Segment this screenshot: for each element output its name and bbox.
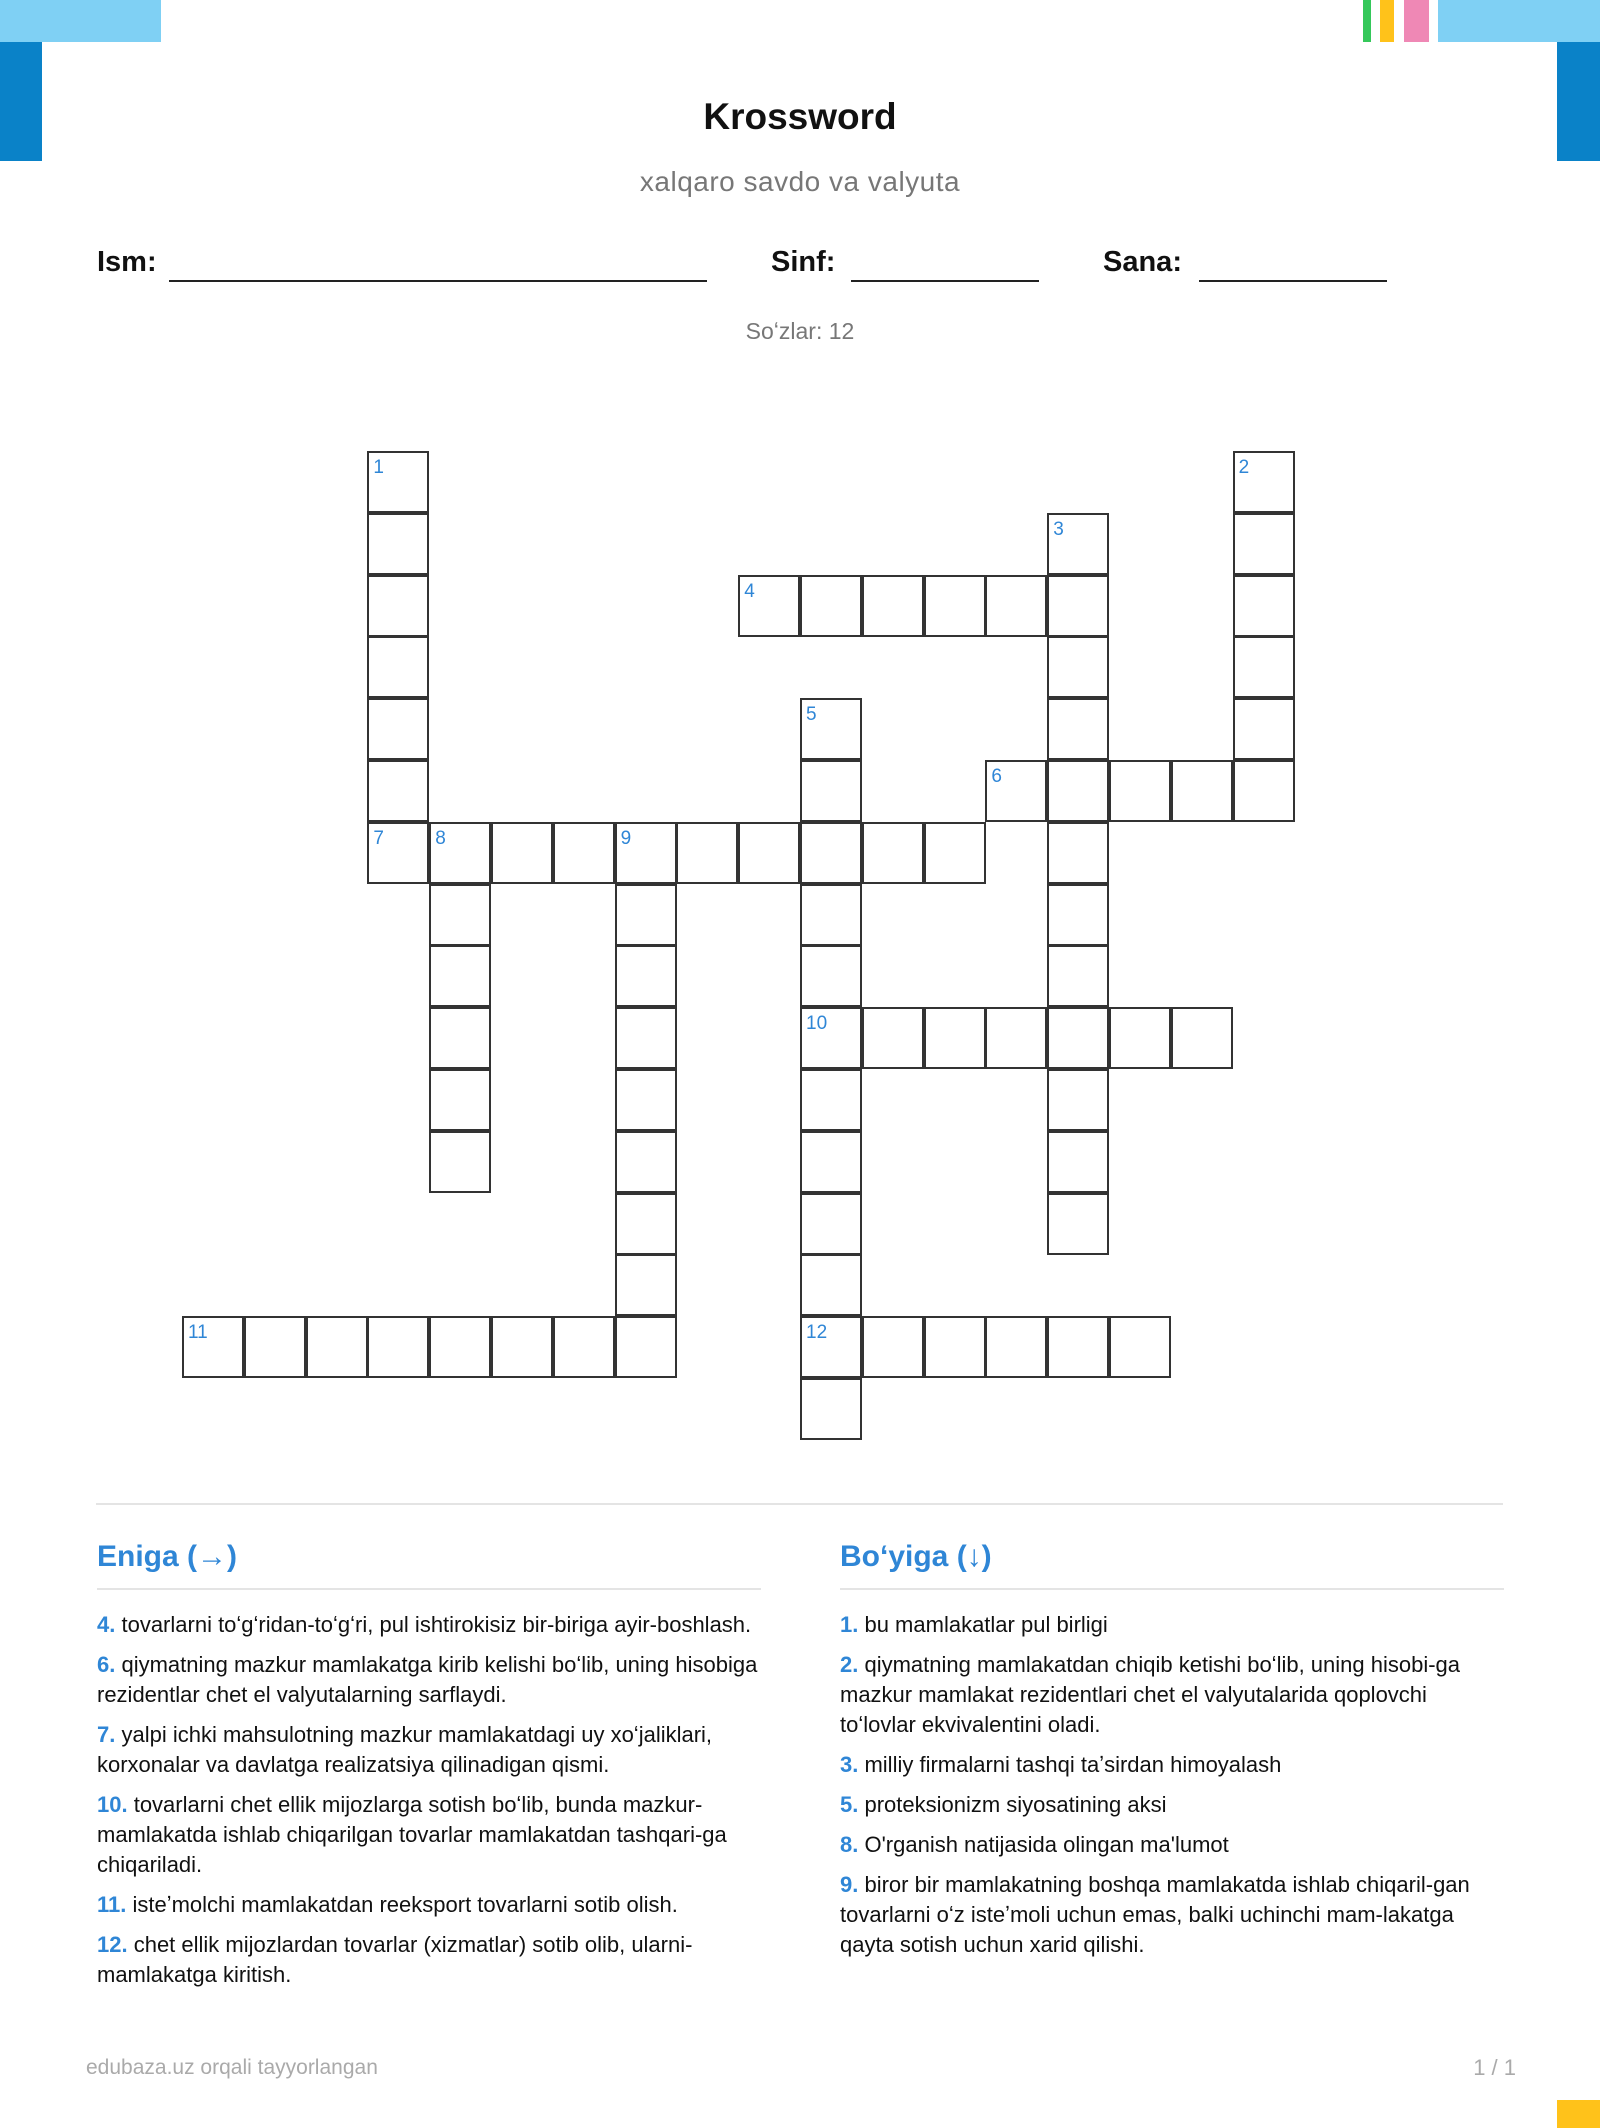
clue-number: 5 <box>806 704 817 726</box>
grid-cell[interactable] <box>800 760 862 822</box>
grid-cell[interactable] <box>367 451 429 513</box>
grid-cell[interactable] <box>800 575 862 637</box>
grid-cell[interactable] <box>985 760 1047 822</box>
grid-cell[interactable] <box>491 822 553 884</box>
grid-cell[interactable] <box>1047 698 1109 760</box>
clue-item-number: 3. <box>840 1752 865 1777</box>
grid-cell[interactable] <box>367 698 429 760</box>
grid-cell[interactable] <box>985 1007 1047 1069</box>
clue-item <box>97 1890 761 1920</box>
grid-cell[interactable] <box>429 1131 491 1193</box>
grid-cell[interactable] <box>367 822 429 884</box>
corner-decoration-bottom-right <box>1557 2100 1600 2128</box>
grid-cell[interactable] <box>800 1316 862 1378</box>
clue-item <box>840 1750 1504 1780</box>
down-clues <box>840 1532 1504 1970</box>
grid-cell[interactable] <box>800 884 862 946</box>
clue-item-text: biror bir mamlakatning boshqa mamlakatda ishlab chiqaril-gan tovarlarni oʻz isteʼmoli uchun emas, balki uchinchi mam-lakatga qayta sotish uchun xarid qilishi. <box>840 1872 1470 1957</box>
grid-cell[interactable] <box>429 884 491 946</box>
grid-cell[interactable] <box>924 822 986 884</box>
grid-cell[interactable] <box>800 822 862 884</box>
grid-cell[interactable] <box>1171 760 1233 822</box>
grid-cell[interactable] <box>615 822 677 884</box>
clue-number: 3 <box>1053 518 1064 540</box>
clue-number: 9 <box>620 827 632 849</box>
clue-item-text: bu mamlakatlar pul birligi <box>864 1612 1108 1637</box>
grid-cell[interactable] <box>615 1254 677 1316</box>
grid-cell[interactable] <box>367 513 429 575</box>
grid-cell[interactable] <box>676 822 738 884</box>
grid-cell[interactable] <box>1109 1007 1171 1069</box>
clue-item-number: 12. <box>97 1932 134 1957</box>
grid-cell[interactable] <box>615 1193 677 1255</box>
grid-cell[interactable] <box>553 1316 615 1378</box>
grid-cell[interactable] <box>1047 760 1109 822</box>
clue-number: 12 <box>806 1322 828 1344</box>
grid-cell[interactable] <box>862 822 924 884</box>
clue-number: 10 <box>806 1013 828 1035</box>
grid-cell[interactable] <box>306 1316 368 1378</box>
clue-item-number: 11. <box>97 1892 133 1917</box>
grid-cell[interactable] <box>182 1316 244 1378</box>
grid-cell[interactable] <box>800 1007 862 1069</box>
grid-cell[interactable] <box>800 698 862 760</box>
grid-cell[interactable] <box>1233 636 1295 698</box>
grid-cell[interactable] <box>615 1007 677 1069</box>
grid-cell[interactable] <box>800 1069 862 1131</box>
grid-cell[interactable] <box>615 884 677 946</box>
clue-item <box>97 1930 761 1990</box>
grid-cell[interactable] <box>553 822 615 884</box>
grid-cell[interactable] <box>738 822 800 884</box>
grid-cell[interactable] <box>491 1316 553 1378</box>
clue-item-text: proteksionizm siyosatining aksi <box>864 1792 1167 1817</box>
grid-cell[interactable] <box>615 1316 677 1378</box>
clue-item <box>97 1790 761 1880</box>
section-divider <box>96 1503 1503 1505</box>
grid-cell[interactable] <box>429 822 491 884</box>
clue-item <box>97 1720 761 1780</box>
grid-cell[interactable] <box>429 945 491 1007</box>
clue-item <box>97 1650 761 1710</box>
clue-item-text: tovarlarni chet ellik mijozlarga sotish boʻlib, bunda mazkur-mamlakatda ishlab chiqarilgan tovarlar mamlakatdan tashqari-ga chiqariladi. <box>97 1792 727 1877</box>
name-label: Ism: <box>97 246 157 278</box>
across-clues <box>97 1532 761 2000</box>
grid-cell[interactable] <box>1047 1069 1109 1131</box>
page-title: Krossword <box>703 96 897 137</box>
clue-item-number: 1. <box>840 1612 865 1637</box>
clue-item <box>840 1610 1504 1640</box>
grid-cell[interactable] <box>1233 760 1295 822</box>
clue-item-number: 4. <box>97 1612 122 1637</box>
grid-cell[interactable] <box>1047 1007 1109 1069</box>
clue-item-text: chet ellik mijozlardan tovarlar (xizmatlar) sotib olib, ularni-mamlakatga kiritish. <box>97 1932 693 1987</box>
grid-cell[interactable] <box>1047 884 1109 946</box>
page-number: 1 / 1 <box>1473 2055 1516 2080</box>
clue-item-text: milliy firmalarni tashqi taʼsirdan himoyalash <box>864 1752 1282 1777</box>
down-heading: Boʻyiga (↓) <box>840 1532 1504 1590</box>
footer-source: edubaza.uz orqali tayyorlangan <box>86 2056 378 2079</box>
clue-item-number: 10. <box>97 1792 134 1817</box>
clue-item <box>840 1790 1504 1820</box>
clue-item-text: isteʼmolchi mamlakatdan reeksport tovarlarni sotib olish. <box>132 1892 678 1917</box>
grid-cell[interactable] <box>1047 636 1109 698</box>
grid-cell[interactable] <box>429 1316 491 1378</box>
clue-item-number: 8. <box>840 1832 865 1857</box>
grid-cell[interactable] <box>800 1131 862 1193</box>
clue-item <box>840 1870 1504 1960</box>
grid-cell[interactable] <box>924 1007 986 1069</box>
grid-cell[interactable] <box>1109 760 1171 822</box>
grid-cell[interactable] <box>367 1316 429 1378</box>
grid-cell[interactable] <box>367 760 429 822</box>
down-clue-list <box>840 1610 1504 1960</box>
grid-cell[interactable] <box>1171 1007 1233 1069</box>
clue-number: 4 <box>744 580 755 602</box>
clue-number: 8 <box>435 827 446 849</box>
grid-cell[interactable] <box>985 1316 1047 1378</box>
grid-cell[interactable] <box>1047 822 1109 884</box>
clue-item <box>97 1610 761 1640</box>
clue-item-number: 7. <box>97 1722 122 1747</box>
grid-cell[interactable] <box>1109 1316 1171 1378</box>
date-label: Sana: <box>1103 246 1182 278</box>
grid-cell[interactable] <box>800 1193 862 1255</box>
grid-cell[interactable] <box>244 1316 306 1378</box>
grid-cell[interactable] <box>367 575 429 637</box>
grid-cell[interactable] <box>615 945 677 1007</box>
grid-cell[interactable] <box>862 575 924 637</box>
clue-number: 11 <box>188 1322 208 1344</box>
grid-cell[interactable] <box>615 1131 677 1193</box>
clue-number: 2 <box>1238 457 1250 478</box>
grid-cell[interactable] <box>862 1316 924 1378</box>
clue-item <box>840 1650 1504 1740</box>
clue-item-number: 9. <box>840 1872 865 1897</box>
clue-item <box>840 1830 1504 1860</box>
clue-number: 7 <box>373 827 384 849</box>
clue-item-text: tovarlarni toʻgʻridan-toʻgʻri, pul ishtirokisiz bir-biriga ayir-boshlash. <box>121 1612 752 1637</box>
grid-cell[interactable] <box>1047 1316 1109 1378</box>
clue-item-number: 2. <box>840 1652 865 1677</box>
grid-cell[interactable] <box>800 1254 862 1316</box>
grid-cell[interactable] <box>1047 575 1109 637</box>
grid-cell[interactable] <box>800 1378 862 1440</box>
grid-cell[interactable] <box>985 575 1047 637</box>
clue-number: 6 <box>991 766 1002 787</box>
grid-cell[interactable] <box>1233 451 1295 513</box>
across-heading: Eniga (→) <box>97 1532 761 1590</box>
grid-cell[interactable] <box>862 1007 924 1069</box>
grid-cell[interactable] <box>1047 945 1109 1007</box>
clue-item-text: O'rganish natijasida olingan ma'lumot <box>864 1832 1229 1857</box>
grid-cell[interactable] <box>367 636 429 698</box>
grid-cell[interactable] <box>800 945 862 1007</box>
grid-cell[interactable] <box>1233 513 1295 575</box>
clue-item-number: 6. <box>97 1652 122 1677</box>
grid-cell[interactable] <box>1233 698 1295 760</box>
clue-item-text: qiymatning mamlakatdan chiqib ketishi boʻlib, uning hisobi-ga mazkur mamlakat rezidentlari chet el valyutalarida qoplovchi toʻlovlar ekvivalentini oladi. <box>840 1652 1461 1737</box>
across-clue-list <box>97 1610 761 1990</box>
grid-cell[interactable] <box>1047 1131 1109 1193</box>
grid-cell[interactable] <box>924 1316 986 1378</box>
grid-cell[interactable] <box>738 575 800 637</box>
clue-item-text: yalpi ichki mahsulotning mazkur mamlakatdagi uy xoʻjaliklari, korxonalar va davlatga realizatsiya qilinadigan qismi. <box>97 1722 713 1777</box>
clue-number: 1 <box>373 457 384 478</box>
grid-cell[interactable] <box>1047 1193 1109 1255</box>
word-count: Soʻzlar: 12 <box>745 318 855 344</box>
grid-cell[interactable] <box>615 1069 677 1131</box>
grid-cell[interactable] <box>429 1069 491 1131</box>
grid-cell[interactable] <box>924 575 986 637</box>
clue-item-number: 5. <box>840 1792 865 1817</box>
grid-cell[interactable] <box>1047 513 1109 575</box>
grid-cell[interactable] <box>1233 575 1295 637</box>
page-subtitle: xalqaro savdo va valyuta <box>639 166 961 197</box>
class-label: Sinf: <box>771 246 836 278</box>
grid-cell[interactable] <box>429 1007 491 1069</box>
clue-item-text: qiymatning mazkur mamlakatga kirib kelishi boʻlib, uning hisobiga rezidentlar chet el valyutalarning sarflaydi. <box>97 1652 758 1707</box>
